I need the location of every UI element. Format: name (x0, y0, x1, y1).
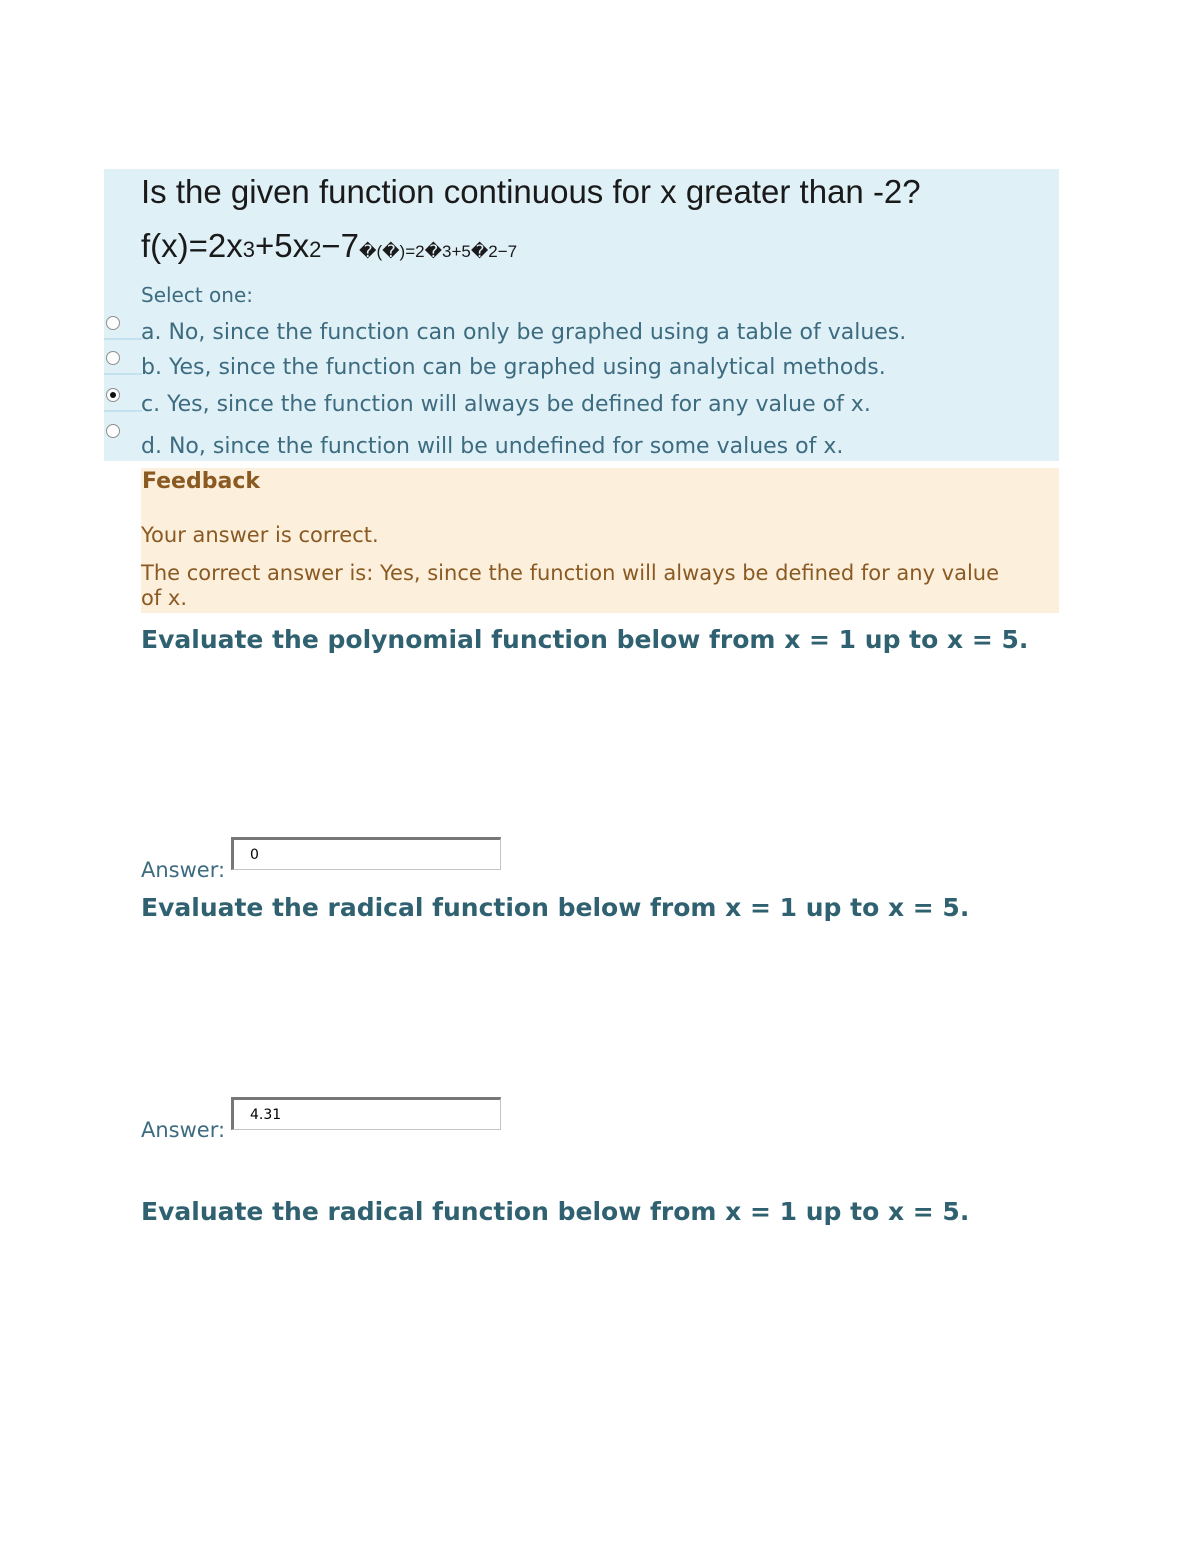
option-d[interactable] (104, 434, 1059, 468)
option-b-label[interactable]: b. Yes, since the function can be graphed using analytical methods. (141, 355, 886, 380)
option-d-radio[interactable] (106, 424, 120, 438)
formula-fallback-text: �(�)=2�3+5�2−7 (359, 242, 518, 261)
question-2-heading: Evaluate the polynomial function below from x = 1 up to x = 5. (141, 625, 1029, 654)
question-3-answer-label: Answer: (141, 1118, 226, 1142)
formula-middle: +5x (255, 227, 310, 264)
select-one-prompt: Select one: (141, 283, 254, 307)
formula-main: f(x)=2x (141, 227, 243, 264)
option-divider (104, 338, 142, 340)
feedback-correct-answer: The correct answer is: Yes, since the function will always be defined for any value of x. (141, 561, 1000, 610)
feedback-result: Your answer is correct. (141, 523, 379, 547)
question-2-answer-label: Answer: (141, 858, 226, 882)
formula-exponent-1: 3 (242, 237, 256, 262)
option-b-radio[interactable] (106, 351, 120, 365)
formula-end: −7 (321, 227, 360, 264)
formula-exponent-2: 2 (309, 237, 322, 262)
question-4-heading: Evaluate the radical function below from x = 1 up to x = 5. (141, 1197, 970, 1226)
option-c-label[interactable]: c. Yes, since the function will always be defined for any value of x. (141, 392, 871, 417)
option-c-radio[interactable] (106, 388, 120, 402)
feedback-title: Feedback (142, 469, 260, 494)
question-3-answer-input[interactable] (231, 1097, 501, 1130)
question-1-formula (141, 226, 517, 273)
option-c[interactable] (104, 392, 1059, 426)
question-3-heading: Evaluate the radical function below from x = 1 up to x = 5. (141, 893, 970, 922)
question-2-answer-input[interactable] (231, 837, 501, 870)
option-a[interactable] (104, 320, 1059, 354)
option-divider (104, 373, 142, 375)
option-d-label[interactable]: d. No, since the function will be undefined for some values of x. (141, 434, 844, 459)
option-a-radio[interactable] (106, 316, 120, 330)
question-1-title: Is the given function continuous for x greater than -2? (141, 173, 921, 210)
option-a-label[interactable]: a. No, since the function can only be graphed using a table of values. (141, 320, 907, 345)
option-divider (104, 410, 142, 412)
option-b[interactable] (104, 355, 1059, 389)
